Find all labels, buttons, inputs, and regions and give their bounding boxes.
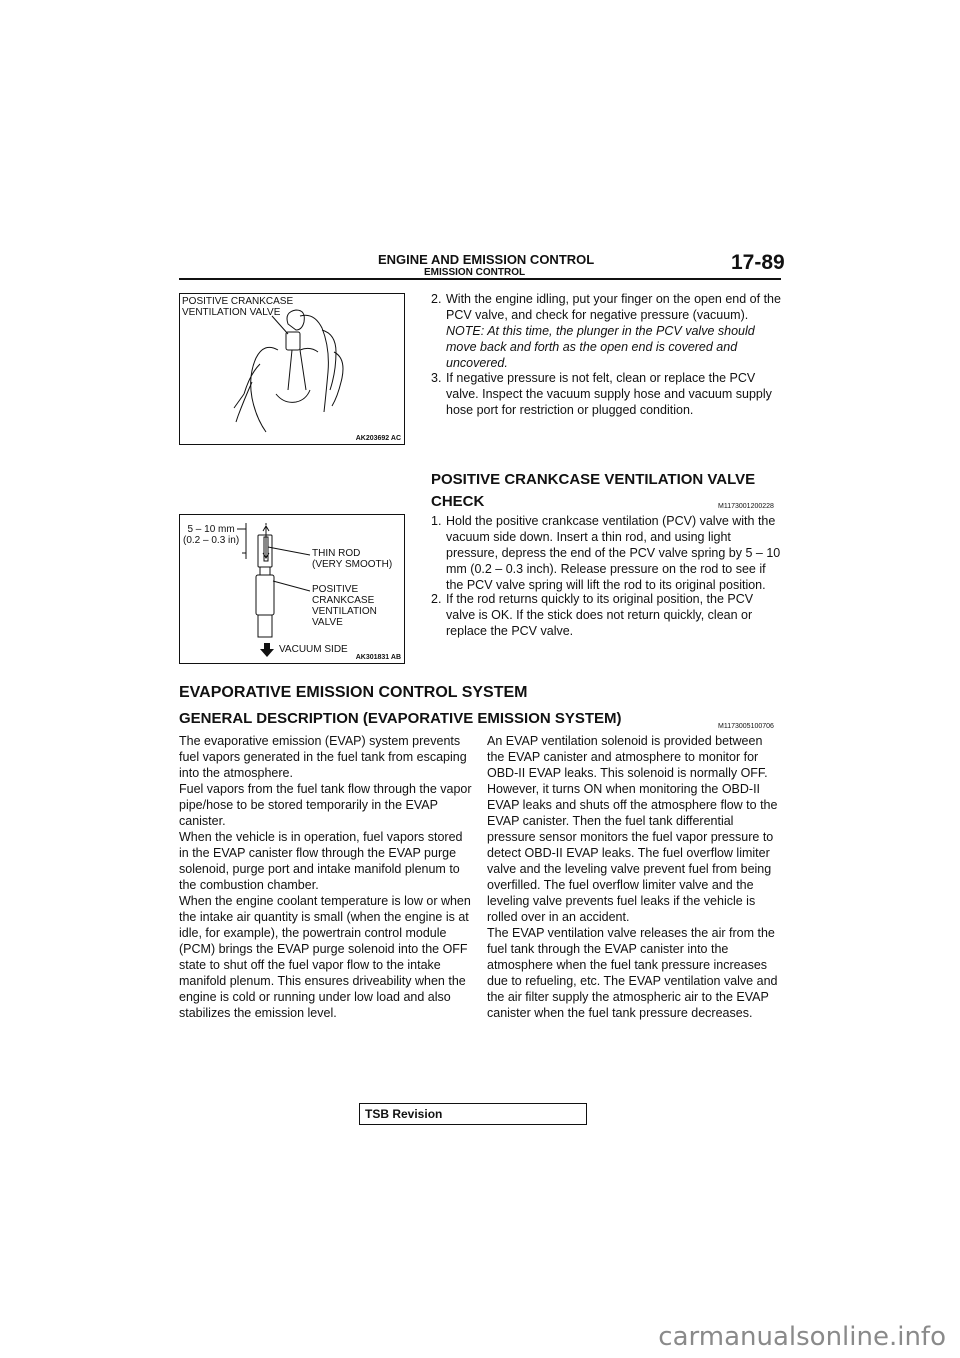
step-item: 3. If negative pressure is not felt, clean or replace the PCV valve. Inspect the vacuum supply hose and vacuum supply hose port for restriction or plugged condition. <box>431 371 772 417</box>
figure-code: AK203692 AC <box>355 435 401 442</box>
note: NOTE: At this time, the plunger in the PCV valve should move back and forth as the open end is covered and uncovered. <box>446 324 755 370</box>
figure-label: POSITIVE CRANKCASE VENTILATION VALVE <box>182 296 294 318</box>
watermark: carmanualsonline.info <box>658 1322 946 1352</box>
tsb-revision-label: TSB Revision <box>365 1107 443 1121</box>
heading-pcv-check: POSITIVE CRANKCASE VENTILATION VALVE CHECK <box>431 471 756 510</box>
vacuum-side-label: VACUUM SIDE <box>279 644 348 655</box>
evap-left-column <box>179 733 475 1021</box>
page-number: 17-89 <box>731 251 785 274</box>
paragraph: The EVAP ventilation valve releases the air from the fuel tank through the EVAP canister into the atmosphere when the fuel tank pressure increases due to refueling, etc. The EVAP ventilation valve and the air filter supply the atmospheric air to the EVAP canister when the fuel tank pressure decreases. <box>487 926 778 1020</box>
tsb-revision-box <box>359 1103 587 1125</box>
header-rule <box>179 278 781 280</box>
valve-label: POSITIVE CRANKCASE VENTILATION VALVE <box>312 584 377 628</box>
dimension-label: 5 – 10 mm (0.2 – 0.3 in) <box>183 524 240 546</box>
paragraph: When the vehicle is in operation, fuel vapors stored in the EVAP canister flow through the EVAP purge solenoid, purge port and intake manifold plenum to the combustion chamber. <box>179 830 463 892</box>
rod-label: THIN ROD (VERY SMOOTH) <box>312 548 393 570</box>
figure-pcv-rod-check <box>179 514 405 664</box>
paragraph: When the engine coolant temperature is low or when the intake air quantity is small (when the engine is at idle, for example), the powertrain control module (PCM) brings the EVAP purge solenoid into the OFF state to shut off the fuel vapor flow to the intake manifold plenum. This ensures driveability when the engine is cold or running under low load and also stabilizes the emission level. <box>179 894 471 1020</box>
subheading-general-description: GENERAL DESCRIPTION (EVAPORATIVE EMISSION SYSTEM) <box>179 710 622 727</box>
paragraph: An EVAP ventilation solenoid is provided between the EVAP canister and atmosphere to monitor for OBD-II EVAP leaks. This solenoid is normally OFF. However, it turns ON when monitoring the OBD-II EVAP leaks and shuts off the atmosphere flow to the EVAP canister. Then the fuel tank differential pressure sensor monitors the fuel vapor pressure to detect OBD-II EVAP leaks. The fuel overflow limiter valve and the leveling valve prevent fuel from being overfilled. The fuel overflow limiter valve and the leveling valve prevents fuel leaks if the vehicle is rolled over in an accident. <box>487 734 778 924</box>
manual-code: M1173005100706 <box>718 723 774 730</box>
step-item: 2. If the rod returns quickly to its original position, the PCV valve is OK. If the stick does not return quickly, clean or replace the PCV valve. <box>431 592 754 638</box>
step-item: 1. Hold the positive crankcase ventilation (PCV) valve with the vacuum side down. Insert a thin rod, and using light pressure, depress the end of the PCV valve spring by 5 – 10 mm (0.2 – 0.3 inch). Release pressure on the rod to see if the PCV valve spring will lift the rod to its original position. <box>431 514 781 592</box>
figure-code: AK301831 AB <box>355 654 401 661</box>
figure-pcv-finger-check <box>179 293 405 445</box>
manual-code: M1173001200228 <box>718 503 774 510</box>
evap-right-column <box>487 733 783 1021</box>
section-subtitle: EMISSION CONTROL <box>424 267 526 278</box>
section-heading-evap: EVAPORATIVE EMISSION CONTROL SYSTEM <box>179 684 528 701</box>
section-title: ENGINE AND EMISSION CONTROL <box>378 252 595 267</box>
paragraph: Fuel vapors from the fuel tank flow through the vapor pipe/hose to be stored temporarily in the EVAP canister. <box>179 782 472 828</box>
paragraph: The evaporative emission (EVAP) system prevents fuel vapors generated in the fuel tank from escaping into the atmosphere. <box>179 734 467 780</box>
hand-illustration <box>180 294 404 444</box>
step-item: 2. With the engine idling, put your finger on the open end of the PCV valve, and check for negative pressure (vacuum). <box>431 292 781 322</box>
